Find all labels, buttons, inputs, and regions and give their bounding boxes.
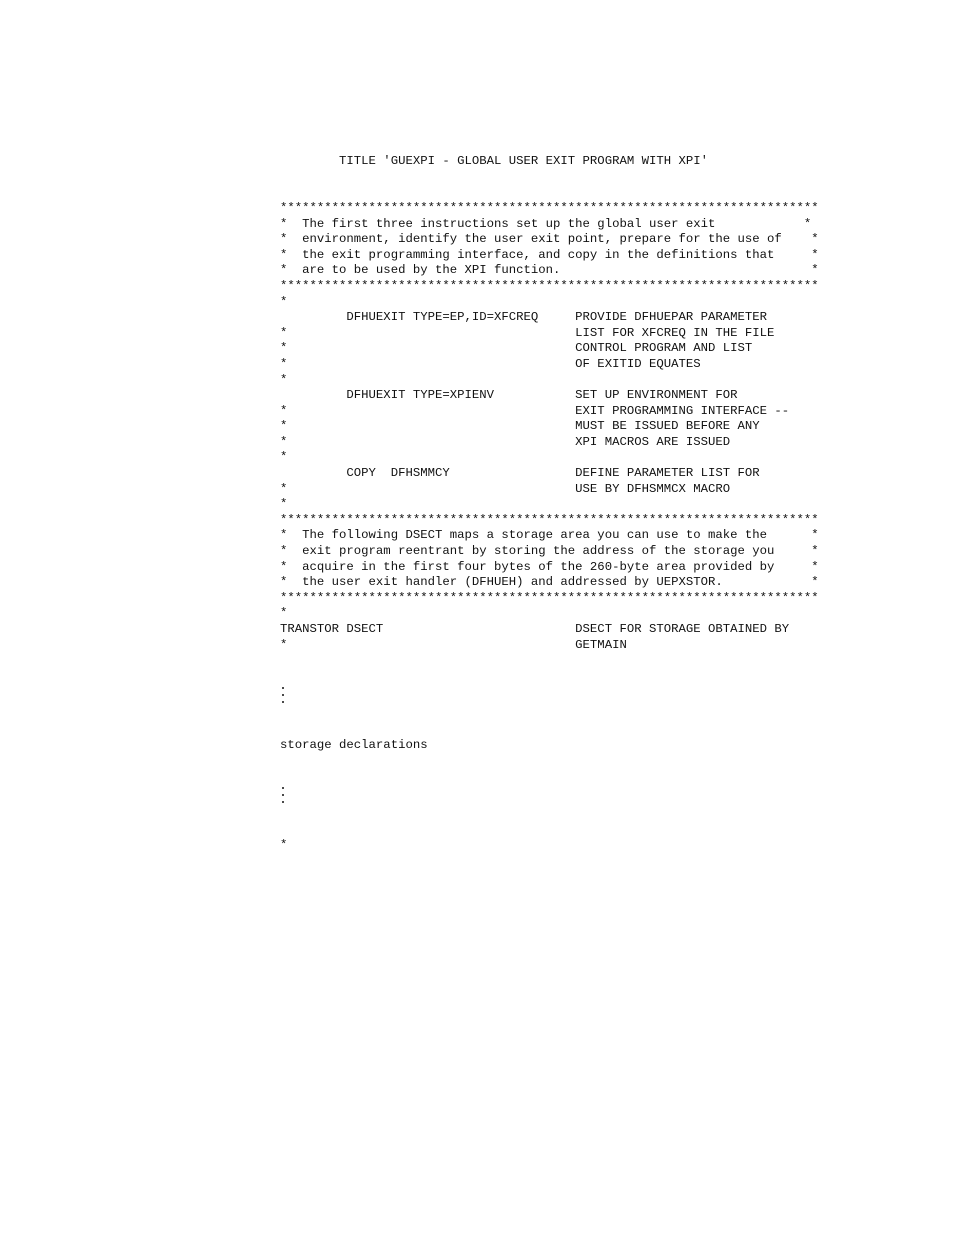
storage-declarations-line: storage declarations — [280, 737, 428, 752]
code-line: ************************************************************************* — [280, 200, 819, 215]
code-line: TRANSTOR DSECT DSECT FOR STORAGE OBTAINED BY — [280, 622, 790, 636]
code-line: * GETMAIN — [280, 637, 627, 652]
code-line: DFHUEXIT TYPE=EP,ID=XFCREQ PROVIDE DFHUEPAR PARAMETER — [280, 310, 768, 325]
code-line: * the exit programming interface, and copy in the definitions that * — [280, 247, 819, 262]
code-line: ************************************************************************* — [280, 590, 819, 605]
code-line: * OF EXITID EQUATES — [280, 356, 701, 371]
code-line: * the user exit handler (DFHUEH) and addressed by UEPXSTOR. * — [280, 575, 819, 590]
code-line: ************************************************************************* — [280, 278, 819, 293]
code-listing — [280, 123, 819, 869]
code-line: * — [280, 372, 288, 387]
code-line: COPY DFHSMMCY DEFINE PARAMETER LIST FOR — [280, 466, 760, 481]
code-line: * — [280, 606, 288, 621]
final-comment-line: * — [280, 837, 288, 852]
vertical-ellipsis-icon — [280, 684, 800, 706]
code-line: * USE BY DFHSMMCX MACRO — [280, 481, 731, 496]
code-line: * CONTROL PROGRAM AND LIST — [280, 341, 753, 356]
title-line: TITLE 'GUEXPI - GLOBAL USER EXIT PROGRAM WITH XPI' — [280, 154, 709, 169]
code-block-main — [280, 200, 819, 653]
code-line: * LIST FOR XFCREQ IN THE FILE — [280, 325, 775, 340]
vertical-ellipsis-icon — [280, 784, 800, 806]
code-line: * The following DSECT maps a storage area you can use to make the * — [280, 528, 819, 543]
code-line: * environment, identify the user exit point, prepare for the use of * — [280, 232, 819, 247]
code-line: * exit program reentrant by storing the address of the storage you * — [280, 544, 819, 559]
code-line: * The first three instructions set up the global user exit * — [280, 216, 812, 231]
code-line: DFHUEXIT TYPE=XPIENV SET UP ENVIRONMENT FOR — [280, 388, 738, 403]
code-line: * MUST BE ISSUED BEFORE ANY — [280, 419, 760, 434]
code-line: * — [280, 294, 288, 309]
code-line: * XPI MACROS ARE ISSUED — [280, 434, 731, 449]
code-line: * EXIT PROGRAMMING INTERFACE -- — [280, 403, 790, 418]
code-line: * acquire in the first four bytes of the 260-byte area provided by * — [280, 559, 819, 574]
code-line: ************************************************************************* — [280, 512, 819, 527]
code-line: * — [280, 450, 288, 465]
code-line: * — [280, 497, 288, 512]
code-line: * are to be used by the XPI function. * — [280, 263, 819, 278]
